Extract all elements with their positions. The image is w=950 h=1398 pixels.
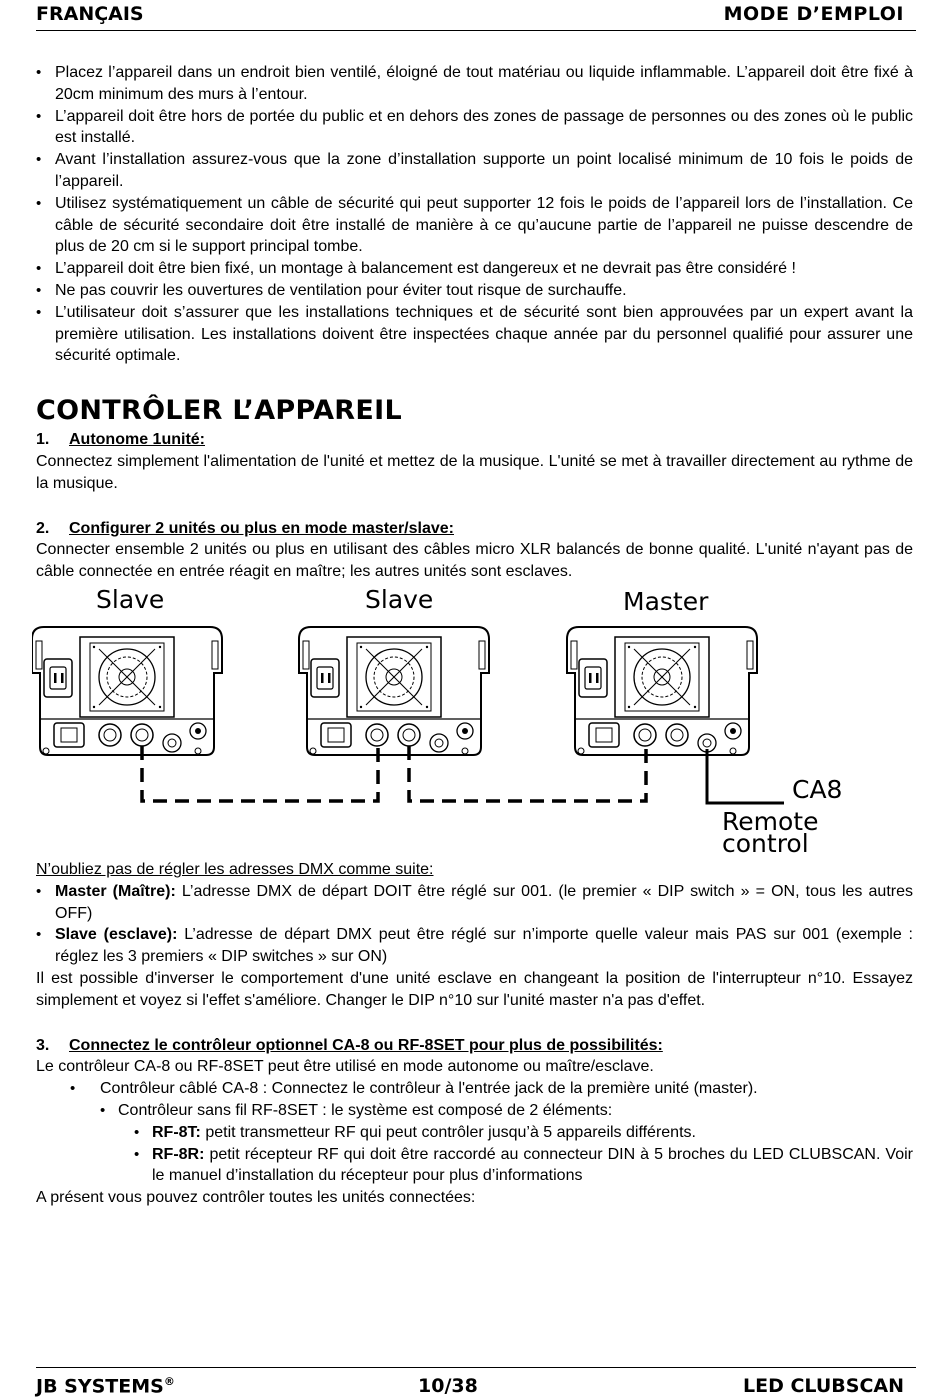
closing-text: A présent vous pouvez contrôler toutes les unités connectées: [36,1189,476,1207]
subsection-title: Autonome 1unité: [69,431,205,449]
rf8t-label: RF-8T: [152,1123,201,1141]
page-header [36,0,916,31]
subsection-1-text: Connectez simplement l'alimentation de l'unité et mettez de la musique. L'unité se met à travailler directement au rythme de la musique. [36,452,913,492]
footer-brand [36,1375,175,1397]
master-slave-diagram [32,584,912,859]
subsection-1-heading [36,429,913,451]
registered-mark: ® [163,1375,175,1388]
list-item: • Utilisez systématiquement un câble de sécurité qui peut supporter 12 fois le poids de l’appareil lors de l’installation. Ce câble de sécurité secondaire doit être installé de manière à ce qu’aucune partie de l’appareil ne puisse descendre de plus de 20 cm si le support principal tombe. [36,193,913,258]
list-item: • Ne pas couvrir les ouvertures de ventilation pour éviter tout risque de surchauffe. [36,280,913,302]
unit-label-master: Master [623,586,709,616]
controller-list [36,1078,913,1100]
remote-control-label: Remote control [722,806,819,858]
list-item [36,881,913,925]
list-item: • L’appareil doit être bien fixé, un montage à balancement est dangereux et ne devrait pas être considéré ! [36,258,913,280]
unit-label-slave-2: Slave [365,584,434,614]
master-label: Master (Maître): [55,882,176,900]
subsection-title: Configurer 2 unités ou plus en mode master/slave: [69,519,454,537]
list-item: • Avant l’installation assurez-vous que la zone d’installation supporte un point localisé minimum de 10 fois le poids de l’appareil. [36,149,913,193]
list-item: • L’utilisateur doit s’assurer que les installations techniques et de sécurité sont bien approuvées par un expert avant la première utilisation. Les installations doivent être inspectées chaque année par du personnel qualifié pour assurer une sécurité optimale. [36,302,913,367]
page-number: 10/38 [418,1375,478,1397]
page-footer [36,1367,916,1398]
page-content [36,62,913,1209]
dmx-bullet-list [36,881,913,968]
slave-text: L’adresse de départ DMX peut être réglé sur n’importe quelle valeur mais PAS sur 001 (exemple : réglez les 3 premiers « DIP switches » sur ON) [55,926,913,966]
list-item [36,1122,913,1144]
list-item [36,924,913,968]
remote-model-label: CA8 [792,774,843,804]
unit-label-slave-1: Slave [96,584,165,614]
list-item [36,1144,913,1188]
subsection-number: 1. [36,431,50,449]
list-item: • Contrôleur sans fil RF-8SET : le système est composé de 2 éléments: [36,1100,913,1122]
slave-label: Slave (esclave): [55,926,178,944]
subsection-3-heading [36,1035,913,1057]
safety-bullet-list [36,62,913,367]
header-language: FRANÇAIS [36,3,144,25]
subsection-number: 3. [36,1036,50,1054]
list-item: • Placez l’appareil dans un endroit bien ventilé, éloigné de tout matériau ou liquide inflammable. L’appareil doit être fixé à 20cm minimum des murs à l’entour. [36,62,913,106]
subsection-2-heading [36,518,913,540]
dmx-note: Il est possible d'inverser le comportement d'une unité esclave en changeant la position de l'interrupteur n°10. Essayez simplement et voyez si l'effet s'améliore. Changer le DIP n°10 sur l'unité master n'a pas d'effet. [36,969,913,1009]
subsection-number: 2. [36,519,50,537]
list-item: • L’appareil doit être hors de portée du public et en dehors des zones de passage de personnes ou des zones où le public est installé. [36,106,913,150]
header-doc-type: MODE D’EMPLOI [723,3,904,25]
rf8t-text: petit transmetteur RF qui peut contrôler jusqu’à 5 appareils différents. [200,1123,696,1141]
rf8r-label: RF-8R: [152,1145,205,1163]
wireless-list [36,1100,913,1122]
wireless-components-list [36,1122,913,1187]
dmx-intro: N’oubliez pas de régler les adresses DMX comme suite: [36,860,434,878]
subsection-2-text: Connecter ensemble 2 unités ou plus en utilisant des câbles micro XLR balancés de bonne qualité. L'unité n'ayant pas de câble connectée en entrée réagit en maître; les autres unités sont esclaves. [36,541,913,581]
brand-name: JB SYSTEMS [36,1375,164,1398]
section-title: CONTRÔLER L’APPAREIL [36,395,402,427]
master-text: L’adresse DMX de départ DOIT être réglé sur 001. (le premier « DIP switch » = ON, tous les autres OFF) [55,882,913,922]
list-item: • Contrôleur câblé CA-8 : Connectez le contrôleur à l'entrée jack de la première unité (master). [36,1078,913,1100]
subsection-3-text: Le contrôleur CA-8 ou RF-8SET peut être utilisé en mode autonome ou maître/esclave. [36,1058,654,1076]
subsection-title: Connectez le contrôleur optionnel CA-8 ou RF-8SET pour plus de possibilités: [69,1036,663,1054]
rf8r-text: petit récepteur RF qui doit être raccordé au connecteur DIN à 5 broches du LED CLUBSCAN. Voir le manuel d’installation du récepteur pour plus d’informations [152,1145,913,1185]
footer-product: LED CLUBSCAN [743,1375,904,1397]
